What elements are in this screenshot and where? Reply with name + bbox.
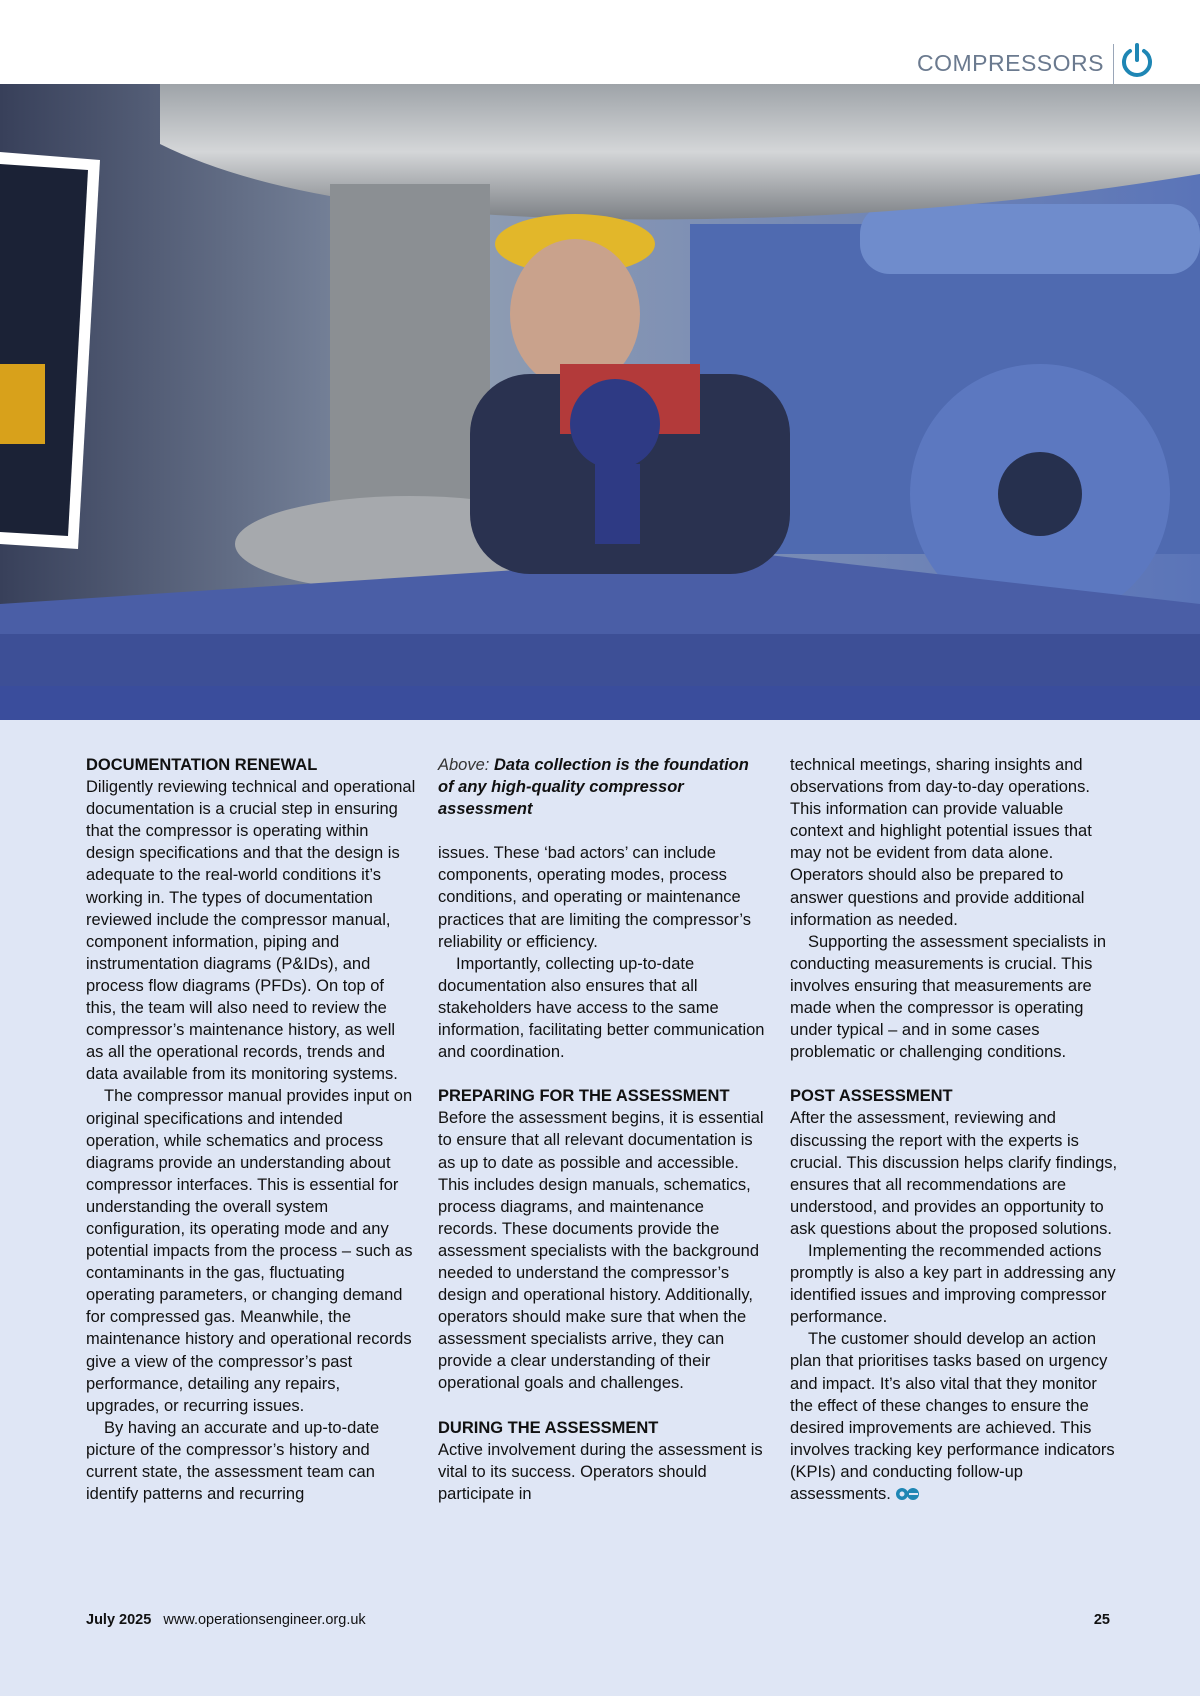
footer-left xyxy=(86,1612,366,1628)
footer-url[interactable]: www.operationsengineer.org.uk xyxy=(163,1612,366,1628)
oe-logo-icon xyxy=(895,1486,921,1502)
paragraph xyxy=(790,1328,1120,1505)
column-2 xyxy=(438,754,768,1505)
hero-photo xyxy=(0,84,1200,687)
header-divider xyxy=(1113,44,1114,84)
column-1 xyxy=(86,754,416,1505)
paragraph: issues. These ‘bad actors’ can include components, operating modes, process conditions, and operating or maintenance practices that are limiting the compressor’s reliability or efficiency. xyxy=(438,844,752,951)
paragraph: technical meetings, sharing insights and observations from day-to-day operations. This information can provide valuable context and highlight potential issues that may not be evident from data alone. Operators should also be prepared to answer questions and provide additional information as needed. xyxy=(790,756,1092,929)
page-header xyxy=(0,0,1200,84)
paragraph: After the assessment, reviewing and discussing the report with the experts is crucial. This discussion helps clarify findings, ensures that all recommendations are understood, and provides an opportunity to ask questions about the proposed solutions. xyxy=(790,1109,1118,1238)
paragraph-text: The customer should develop an action plan that prioritises tasks based on urgency and impact. It’s also vital that they monitor the effect of these changes to ensure the desired improvements are achieved. This involves tracking key performance indicators (KPIs) and conducting follow-up assessments. xyxy=(790,1330,1115,1503)
paragraph: Importantly, collecting up-to-date documentation also ensures that all stakeholders have access to the same information, facilitating better communication and coordination. xyxy=(438,954,765,1062)
caption-label: Above: xyxy=(438,756,490,774)
paragraph: Implementing the recommended actions promptly is also a key part in addressing any identified issues and improving compressor performance. xyxy=(790,1241,1116,1327)
column-3 xyxy=(790,754,1120,1505)
page-number: 25 xyxy=(1093,1612,1110,1628)
paragraph: Supporting the assessment specialists in conducting measurements is crucial. This involves ensuring that measurements are made when the compressor is operating under typical – and in some cases problematic or challenging conditions. xyxy=(790,932,1107,1062)
paragraph: By having an accurate and up-to-date picture of the compressor’s history and current state, the assessment team can identify patterns and recurring xyxy=(86,1418,380,1504)
footer-date: July 2025 xyxy=(86,1612,152,1628)
heading-preparing: PREPARING FOR THE ASSESSMENT xyxy=(438,1087,730,1106)
caption-text: Data collection is the foundation of any high-quality compressor assessment xyxy=(438,756,749,819)
photo-caption xyxy=(438,754,768,820)
section-label: COMPRESSORS xyxy=(917,50,1104,76)
photo-band xyxy=(0,686,1200,720)
photo-compressor-engineer xyxy=(0,84,1200,687)
heading-documentation-renewal: DOCUMENTATION RENEWAL xyxy=(86,756,318,774)
paragraph: Diligently reviewing technical and operational documentation is a crucial step in ensuring that the compressor is operating within design specifications and that the design is adequate to the real-world conditions it’s working in. The types of documentation reviewed include the compressor manual, component information, piping and instrumentation diagrams (P&IDs), and process flow diagrams (PFDs). On top of this, the team will also need to review the compressor’s maintenance history, as well as all the operational records, trends and data available from its monitoring systems. xyxy=(86,778,416,1084)
spacer xyxy=(438,1063,768,1085)
heading-during: DURING THE ASSESSMENT xyxy=(438,1418,659,1437)
paragraph: Before the assessment begins, it is essential to ensure that all relevant documentation is as up to date as possible and accessible. This includes design manuals, schematics, process diagrams, and maintenance records. These documents provide the assessment specialists with the background needed to understand the compressor’s design and operational history. Additionally, operators should make sure that when the assessment specialists arrive, they can provide a clear understanding of their operational goals and challenges. xyxy=(438,1109,764,1393)
spacer xyxy=(438,1395,768,1417)
heading-post-assessment: POST ASSESSMENT xyxy=(790,1087,953,1106)
spacer xyxy=(438,820,768,842)
paragraph: The compressor manual provides input on original specifications and intended operation, while schematics and process diagrams provide an understanding about compressor interfaces. This is essential for understanding the overall system configuration, its operating mode and any potential impacts from the process – such as contaminants in the gas, fluctuating operating parameters, or changing demand for compressed gas. Meanwhile, the maintenance history and operational records give a view of the compressor’s past performance, detailing any repairs, upgrades, or recurring issues. xyxy=(86,1087,413,1415)
power-icon xyxy=(1118,42,1156,80)
spacer xyxy=(790,1063,1120,1085)
paragraph: Active involvement during the assessment is vital to its success. Operators should participate in xyxy=(438,1440,763,1503)
